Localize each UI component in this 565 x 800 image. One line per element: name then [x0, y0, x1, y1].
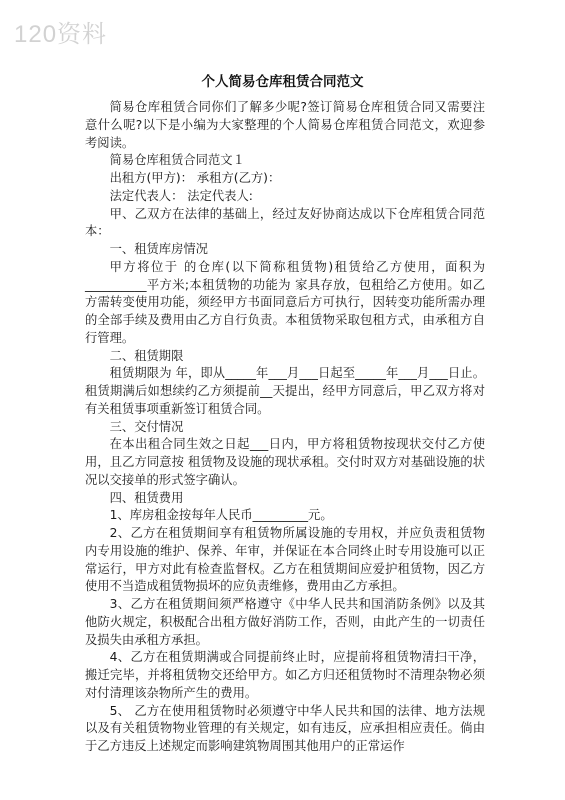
document-title: 个人简易仓库租赁合同范文 [201, 74, 364, 90]
parties-line: 出租方(甲方)： 承租方(乙方)： [109, 171, 281, 185]
sample-heading: 简易仓库租赁合同范文１ [109, 153, 245, 168]
clause-2: 2、乙方在租赁期间享有租赁物所属设施的专用权，并应负责租赁物内专用设施的维护、保养、年审，并保证在本合同终止时专用设施可以正常运行，甲方对此有检查监督权。乙方在租赁期间应爱护租赁物，因乙方使用不当造成租赁物损坏的应负责维修，费用由乙方承担。 [85, 526, 485, 594]
clause-4: 4、乙方在租赁期满或合同提前终止时，应提前将租赁物清扫干净，搬迁完毕，并将租赁物交还给甲方。如乙方归还租赁物时不清理杂物必须对付清理该杂物所产生的费用。 [85, 650, 485, 700]
section-heading-1: 一、租赁库房情况 [109, 242, 208, 256]
preamble-paragraph: 甲、乙双方在法律的基础上，经过友好协商达成以下仓库租赁合同范本： [85, 206, 485, 239]
clause-5: 5、 乙方在使用租赁物时必须遵守中华人民共和国的法律、地方法规以及有关租赁物物业管理的有关规定，如有违反，应承担相应责任。倘由于乙方违反上述规定而影响建筑物周围其他用户的正常运作 [85, 703, 485, 753]
section-heading-2: 二、租赁期限 [109, 348, 184, 363]
section-1-paragraph: 甲方将位于 的仓库(以下简称租赁物)租赁给乙方使用，面积为__________平方米;本租赁物的功能为 家具存放，包租给乙方使用。如乙方需转变使用功能，须经甲方书面同意后方可执行，因转变功能所需办理的全部手续及费用由乙方自行负责。本租赁物采取包租方式，由承租方自行管理。 [85, 259, 485, 345]
intro-paragraph: 简易仓库租赁合同你们了解多少呢?签订简易仓库租赁合同又需要注意什么呢?以下是小编为大家整理的个人简易仓库租赁合同范文，欢迎参考阅读。 [85, 100, 485, 150]
watermark: 120资料 [14, 21, 108, 48]
clause-3: 3、乙方在租赁期间须严格遵守《中华人民共和国消防条例》以及其他防火规定，积极配合出租方做好消防工作，否则，由此产生的一切责任及损失由承租方承担。 [85, 597, 485, 647]
section-2-paragraph: 租赁期限为 年，即从_____年___月___日起至_____年___月___日止。租赁期满后如想续约乙方须提前__天提出，经甲方同意后，甲乙双方将对有关租赁事项重新签订租赁合同。 [85, 366, 485, 416]
section-heading-4: 四、租赁费用 [109, 490, 184, 505]
clause-1: 1、库房租金按每年人民币_________元。 [109, 508, 333, 523]
document-body [85, 99, 485, 756]
section-3-paragraph: 在本出租合同生效之日起___日内，甲方将租赁物按现状交付乙方使用，且乙方同意按 租赁物及设施的现状承租。交付时双方对基础设施的状况以交接单的形式签字确认。 [85, 437, 485, 487]
representatives-line: 法定代表人： 法定代表人: [109, 188, 253, 203]
section-heading-3: 三、交付情况 [109, 419, 184, 434]
